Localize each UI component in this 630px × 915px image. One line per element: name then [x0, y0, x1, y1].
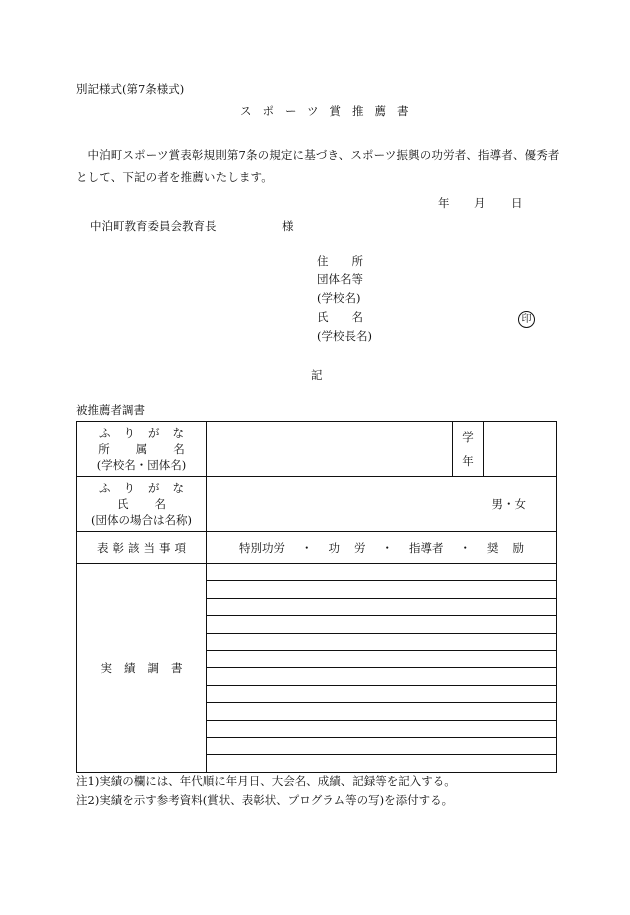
- records-area: [207, 564, 557, 773]
- record-line-cell[interactable]: [207, 755, 556, 772]
- name-note: (団体の場合は名称): [91, 513, 192, 527]
- record-line: [207, 668, 556, 685]
- field-label-principal: (学校長名): [317, 329, 372, 343]
- form-number: 別記様式(第7条様式): [76, 82, 185, 96]
- category-encouragement[interactable]: 奨励: [487, 540, 538, 555]
- field-label-organization: 団体名等: [317, 272, 363, 286]
- award-label: 表彰該当事項: [97, 540, 190, 555]
- affiliation-note: (学校名・団体名): [96, 458, 187, 472]
- name-label-cell: [77, 477, 207, 532]
- date-month-label: 月: [474, 196, 486, 210]
- name-row: [77, 477, 557, 532]
- record-line: [207, 720, 556, 737]
- record-line: [207, 564, 556, 581]
- record-line-cell[interactable]: [207, 650, 556, 667]
- grade-label-1: 学: [462, 430, 474, 444]
- note-2: 注2)実績を示す参考資料(賞状、表彰状、プログラム等の写)を添付する。: [76, 793, 454, 807]
- name-furigana-label: ふりがな: [99, 481, 197, 495]
- document-title: スポーツ賞推薦書: [240, 104, 420, 118]
- category-merit[interactable]: 功労: [328, 540, 380, 555]
- record-line: [207, 755, 556, 772]
- record-line-cell[interactable]: [207, 598, 556, 615]
- affiliation-furigana-label: ふりがな: [99, 426, 197, 440]
- record-lines: [207, 564, 556, 772]
- field-label-address: 住 所: [317, 254, 363, 268]
- grade-input-cell[interactable]: [484, 422, 557, 477]
- record-line-cell[interactable]: [207, 616, 556, 633]
- award-row: [77, 532, 557, 564]
- records-label: 実績調書: [77, 564, 207, 773]
- ki-heading: 記: [311, 368, 323, 382]
- addressee: 中泊町教育委員会教育長: [90, 219, 217, 233]
- category-special-merit[interactable]: 特別功労: [239, 540, 285, 555]
- category-separator: ・: [301, 540, 313, 555]
- intro-paragraph: 中泊町スポーツ賞表彰規則第7条の規定に基づき、スポーツ振興の功労者、指導者、優秀者として、下記の者を推薦いたします。: [76, 148, 560, 184]
- record-line: [207, 616, 556, 633]
- note-1: 注1)実績の欄には、年代順に年月日、大会名、成績、記録等を記入する。: [76, 774, 456, 788]
- award-label-cell: [77, 532, 207, 564]
- seal-mark-icon: 印: [518, 311, 535, 328]
- category-separator: ・: [381, 540, 393, 555]
- gender-options[interactable]: 男・女: [207, 477, 557, 532]
- record-line-cell[interactable]: [207, 564, 556, 581]
- record-line: [207, 685, 556, 702]
- record-line-cell[interactable]: [207, 703, 556, 720]
- nominee-table: [76, 421, 557, 773]
- name-label: 氏名: [117, 497, 192, 511]
- record-line: [207, 598, 556, 615]
- record-line-cell[interactable]: [207, 737, 556, 754]
- field-label-school: (学校名): [317, 291, 361, 305]
- affiliation-input-cell[interactable]: [207, 422, 453, 477]
- addressee-honorific: 様: [282, 219, 294, 233]
- grade-label-2: 年: [462, 454, 474, 468]
- date-year-label: 年: [438, 196, 450, 210]
- table-title: 被推薦者調書: [76, 403, 145, 417]
- affiliation-label-cell: [77, 422, 211, 477]
- record-line: [207, 633, 556, 650]
- date-day-label: 日: [511, 196, 523, 210]
- record-line-cell[interactable]: [207, 668, 556, 685]
- field-label-name: 氏 名: [317, 310, 363, 324]
- record-line: [207, 703, 556, 720]
- record-line: [207, 737, 556, 754]
- record-line: [207, 581, 556, 598]
- record-line-cell[interactable]: [207, 685, 556, 702]
- record-line-cell[interactable]: [207, 720, 556, 737]
- award-categories: [207, 532, 557, 564]
- category-instructor[interactable]: 指導者: [409, 540, 444, 555]
- record-line-cell[interactable]: [207, 581, 556, 598]
- records-row: [77, 564, 557, 773]
- affiliation-row: [77, 422, 557, 477]
- category-separator: ・: [459, 540, 471, 555]
- affiliation-label: 所属名: [98, 442, 211, 456]
- record-line-cell[interactable]: [207, 633, 556, 650]
- record-line: [207, 650, 556, 667]
- grade-label-cell: [453, 422, 484, 477]
